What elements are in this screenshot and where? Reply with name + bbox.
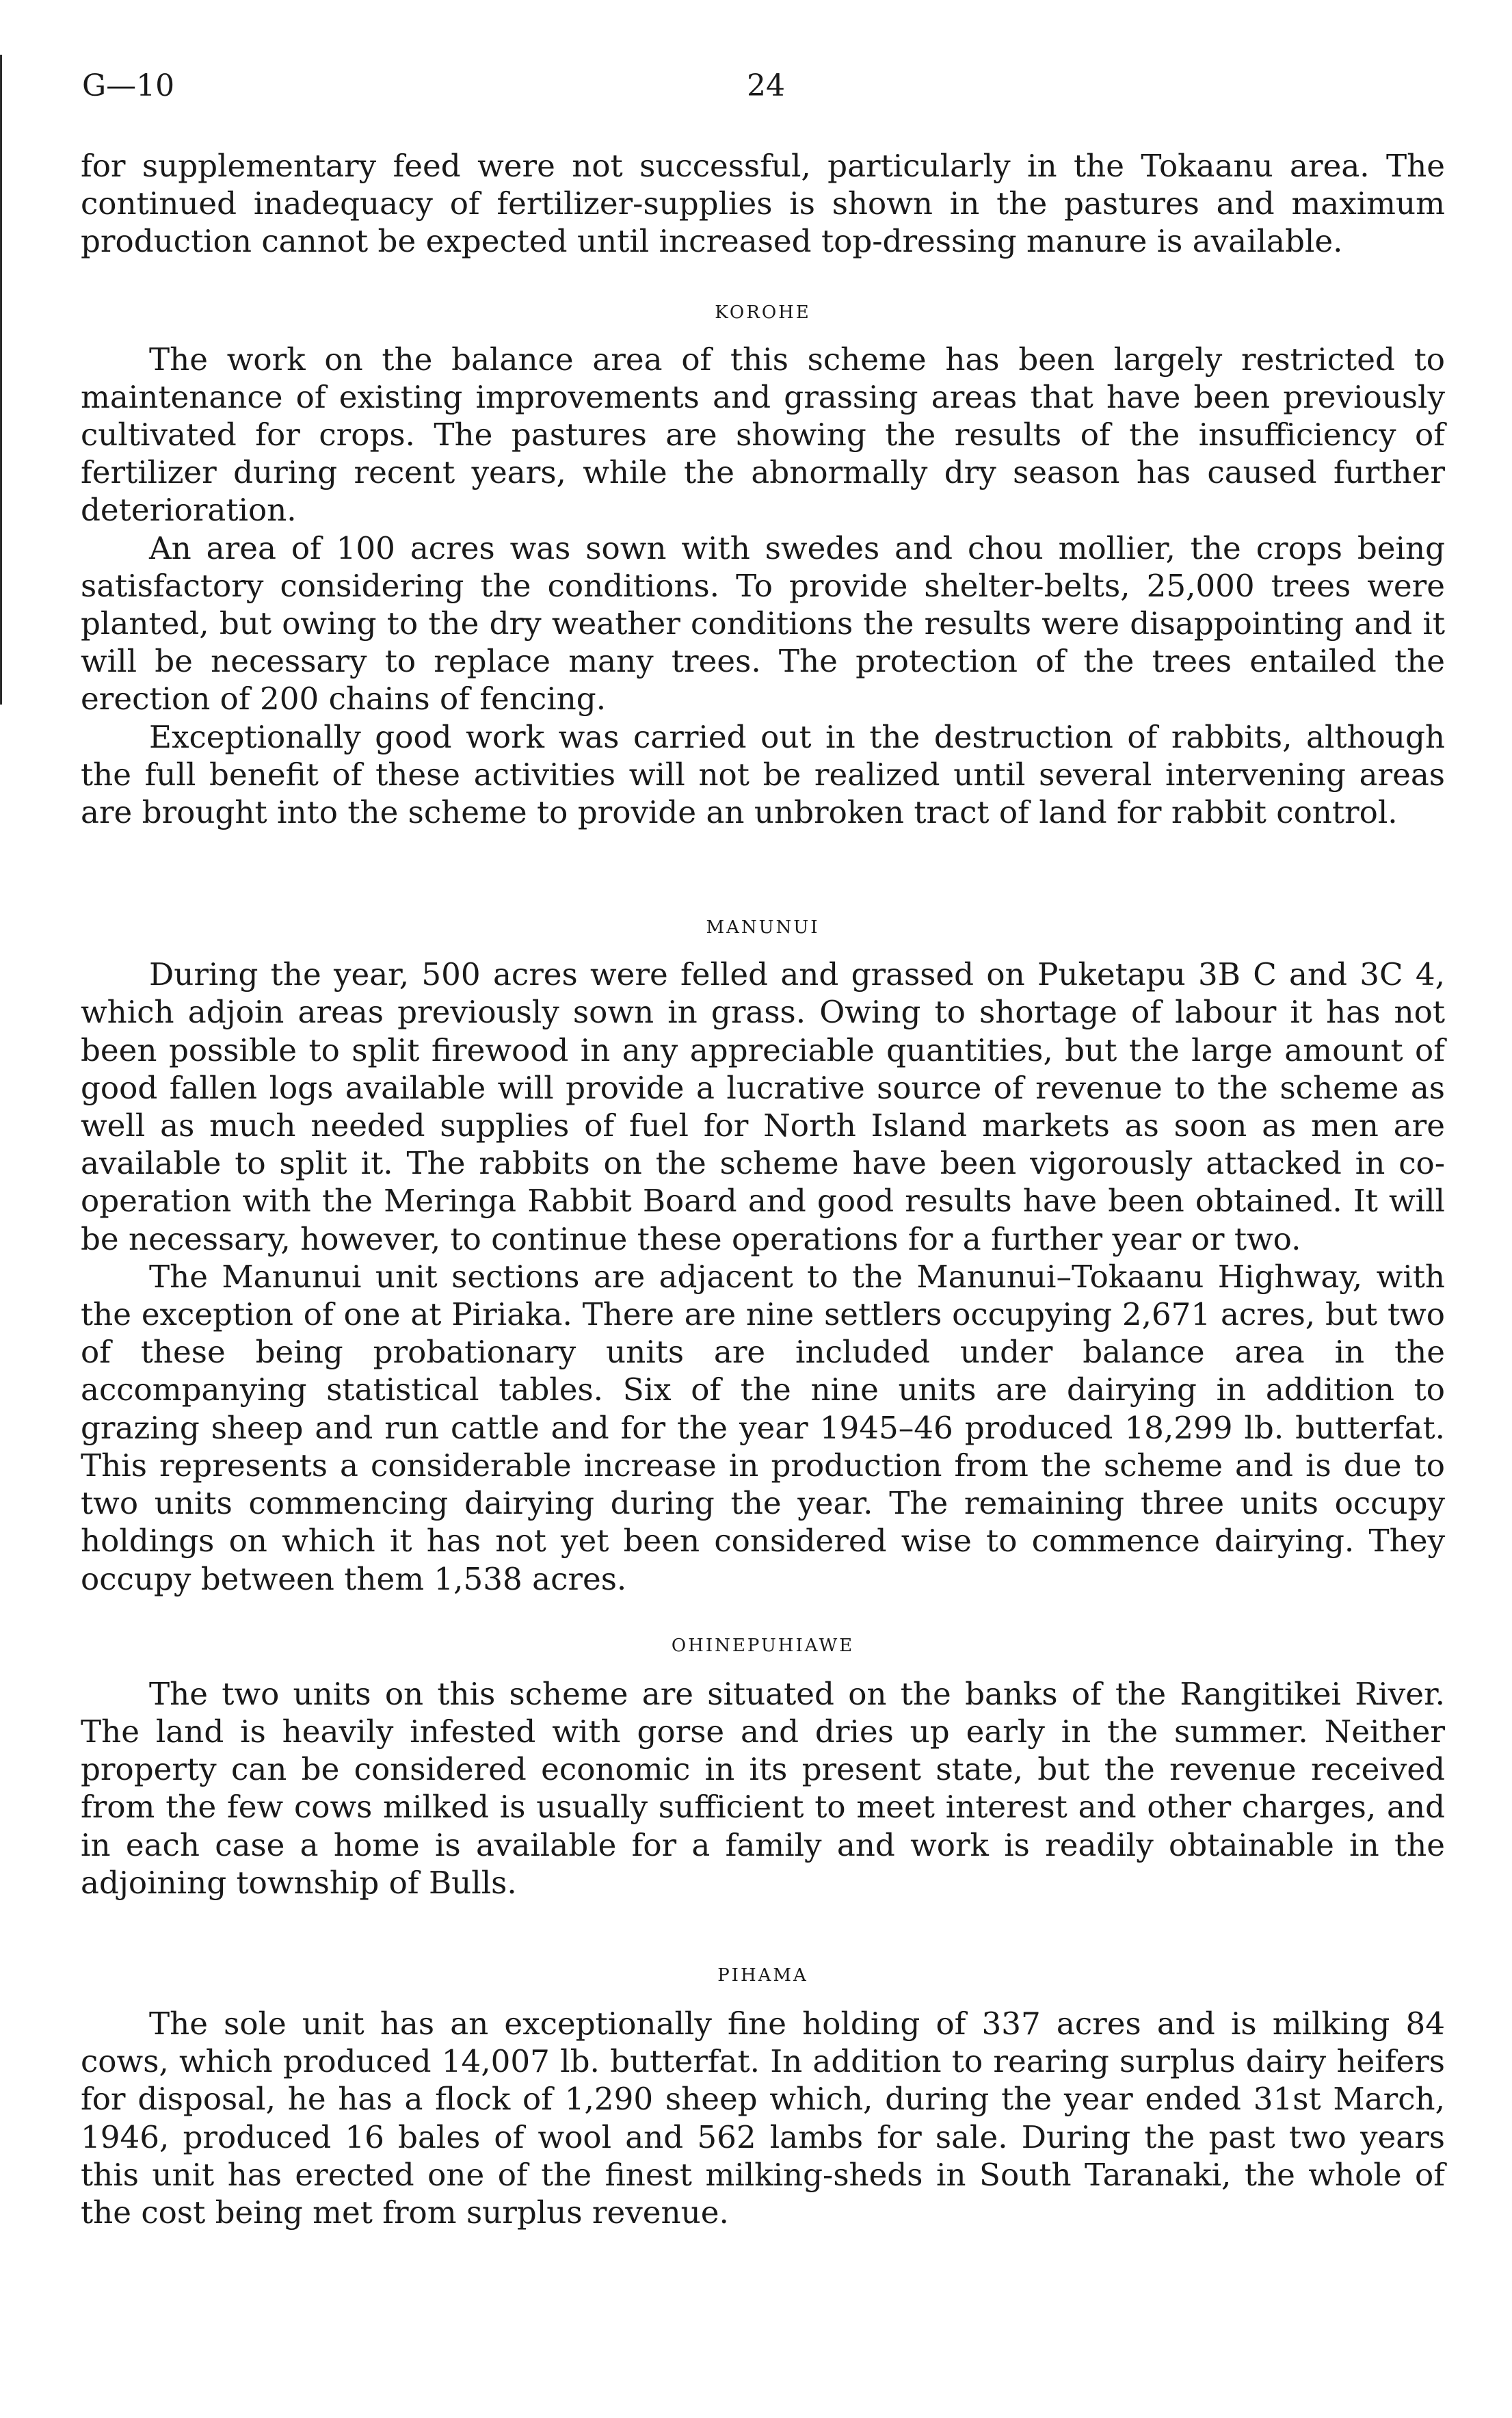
korohe-paragraph-1: The work on the balance area of this scheme has been largely restricted to maintenance of existing improvements and grassing areas that have been previously cultivated for crops. The pastures are showing the results of the insufficiency of fertilizer during recent years, while the abnormally dry season has caused further deterioration.	[81, 341, 1445, 529]
intro-paragraph: for supplementary feed were not successful, particularly in the Tokaanu area. The continued inadequacy of fertilizer-supplies is shown in the pastures and maximum production cannot be expected until increased top-dressing manure is available.	[81, 148, 1445, 260]
manunui-paragraph-2: The Manunui unit sections are adjacent to the Manunui–Tokaanu Highway, with the exception of one at Piriaka. There are nine settlers occupying 2,671 acres, but two of these being probationary units are included under balance area in the accompanying statistical tables. Six of the nine units are dairying in addition to grazing sheep and run cattle and for the year 1945–46 produced 18,299 lb. butterfat. This represents a considerable increase in production from the scheme and is due to two units commencing dairying during the year. The remaining three units occupy holdings on which it has not yet been considered wise to commence dairying. They occupy between them 1,538 acres.	[81, 1258, 1445, 1597]
heading-manunui: manunui	[706, 910, 820, 940]
korohe-paragraph-3: Exceptionally good work was carried out in the destruction of rabbits, although the full benefit of these activities will not be realized until several intervening areas are brought into the scheme to provide an unbroken tract of land for rabbit control.	[81, 718, 1445, 831]
korohe-paragraph-2: An area of 100 acres was sown with swedes and chou mollier, the crops being satisfactory considering the conditions. To provide shelter-belts, 25,000 trees were planted, but owing to the dry weather conditions the results were disappointing and it will be necessary to replace many trees. The protection of the trees entailed the erection of 200 chains of fencing.	[81, 529, 1445, 718]
page-header	[82, 68, 1450, 116]
ohinepuhiawe-paragraph-1: The two units on this scheme are situated on the banks of the Rangitikei River. The land is heavily infested with gorse and dries up early in the summer. Neither property can be considered economic in its present state, but the revenue received from the few cows milked is usually sufficient to meet interest and other charges, and in each case a home is available for a family and work is readily obtainable in the adjoining township of Bulls.	[81, 1675, 1445, 1901]
manunui-paragraph-1: During the year, 500 acres were felled and grassed on Puketapu 3B C and 3C 4, which adjoin areas previously sown in grass. Owing to shortage of labour it has not been possible to split firewood in any appreciable quantities, but the large amount of good fallen logs available will provide a lucrative source of revenue to the scheme as well as much needed supplies of fuel for North Island markets as soon as men are available to split it. The rabbits on the scheme have been vigorously attacked in co-operation with the Meringa Rabbit Board and good results have been obtained. It will be necessary, however, to continue these operations for a further year or two.	[81, 956, 1445, 1257]
document-reference: G—10	[82, 68, 175, 103]
heading-korohe: korohe	[715, 294, 811, 324]
scan-edge-mark	[0, 55, 2, 705]
page-body	[81, 147, 1445, 2231]
page-number: 24	[747, 68, 785, 103]
heading-pihama: pihama	[717, 1957, 808, 1987]
heading-ohinepuhiawe: ohinepuhiawe	[671, 1627, 855, 1657]
pihama-paragraph-1: The sole unit has an exceptionally fine holding of 337 acres and is milking 84 cows, which produced 14,007 lb. butterfat. In addition to rearing surplus dairy heifers for disposal, he has a flock of 1,290 sheep which, during the year ended 31st March, 1946, produced 16 bales of wool and 562 lambs for sale. During the past two years this unit has erected one of the finest milking-sheds in South Taranaki, the whole of the cost being met from surplus revenue.	[81, 2005, 1445, 2231]
